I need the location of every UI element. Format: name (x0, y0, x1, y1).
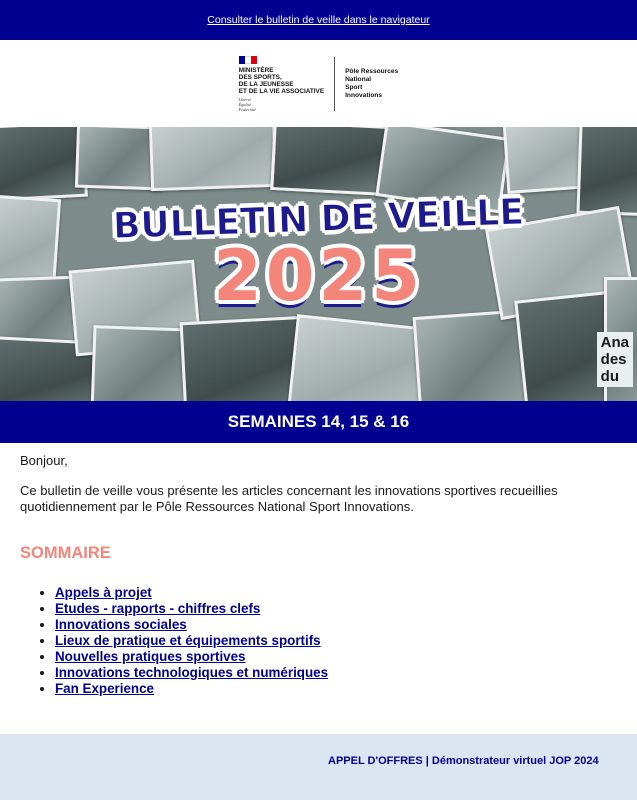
view-in-browser-link[interactable]: Consulter le bulletin de veille dans le navigateur (207, 14, 430, 26)
toc-link-appels-a-projet[interactable]: Appels à projet (55, 585, 152, 600)
marianne-block (239, 56, 324, 112)
logo-header (0, 40, 637, 127)
banner-year: 2025 (213, 235, 424, 317)
ministry-name: MINISTÈRE DES SPORTS, DE LA JEUNESSE ET DE LA VIE ASSOCIATIVE (238, 66, 325, 95)
newsletter-body (0, 443, 637, 697)
collage-photo (270, 127, 390, 196)
republic-motto: Liberté Égalité Fraternité (238, 96, 256, 112)
toc-item (55, 633, 617, 649)
table-of-contents (20, 585, 617, 697)
toc-item (55, 617, 617, 633)
toc-item (55, 601, 617, 617)
toc-item (55, 649, 617, 665)
tricolor-flag-icon (239, 56, 257, 64)
greeting: Bonjour, (20, 453, 68, 468)
weeks-heading: SEMAINES 14, 15 & 16 (0, 401, 637, 443)
collage-photo (149, 127, 277, 191)
article-teaser-band (0, 734, 637, 800)
sommaire-title: SOMMAIRE (20, 544, 111, 562)
banner-title: BULLETIN DE VEILLE (112, 191, 525, 248)
toc-link-fan-experience[interactable]: Fan Experience (55, 681, 154, 696)
article-teaser-title[interactable]: APPEL D'OFFRES | Démonstrateur virtuel JOP 2024 (328, 755, 599, 767)
top-bar (0, 0, 637, 40)
logo-divider (334, 57, 335, 111)
toc-item (55, 665, 617, 681)
ministry-logo (239, 56, 399, 112)
toc-link-etudes[interactable]: Etudes - rapports - chiffres clefs (55, 601, 261, 616)
intro-paragraph: Ce bulletin de veille vous présente les articles concernant les innovations sportives recueillies quotidiennement par le Pôle Ressources National Sport Innovations. (20, 483, 558, 514)
banner-corner-text: Ana des du (597, 332, 633, 387)
collage-photo (288, 314, 433, 401)
toc-link-nouvelles-pratiques[interactable]: Nouvelles pratiques sportives (55, 649, 246, 664)
pole-name: Pôle Ressources National Sport Innovations (345, 67, 399, 99)
toc-item (55, 681, 617, 697)
toc-link-lieux-de-pratique[interactable]: Lieux de pratique et équipements sportifs (55, 633, 321, 648)
toc-link-innovations-technologiques[interactable]: Innovations technologiques et numériques (55, 665, 329, 680)
toc-item (55, 585, 617, 601)
hero-banner (0, 127, 637, 401)
toc-link-innovations-sociales[interactable]: Innovations sociales (55, 617, 187, 632)
